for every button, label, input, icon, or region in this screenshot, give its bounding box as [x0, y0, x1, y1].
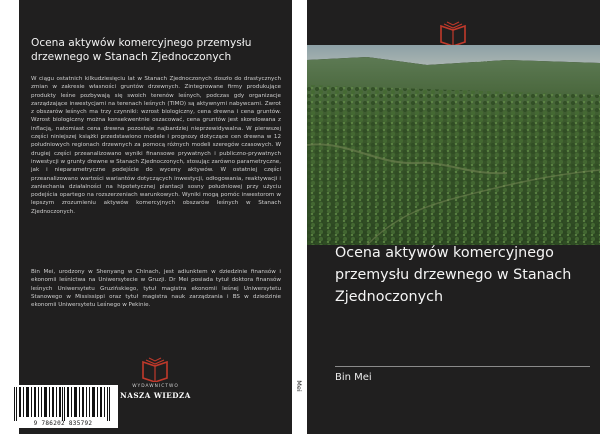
- back-cover: [19, 0, 292, 434]
- barcode-bars: [8, 387, 118, 421]
- publisher-name: NASZA WIEDZA: [120, 391, 191, 400]
- front-cover-author: Bin Mei: [335, 372, 372, 383]
- divider: [335, 366, 590, 367]
- book-icon: [438, 20, 468, 46]
- spine-author-text: Mei: [295, 380, 303, 392]
- front-cover-title: Ocena aktywów komercyjnego przemysłu drzewnego w Stanach Zjednoczonych: [335, 245, 572, 305]
- barcode-number: 9 786202 835792: [33, 420, 93, 427]
- author-bio: Bin Mei, urodzony w Shenyang w Chinach, jest adiunktem w dziedzinie finansów i ekonomii leśnictwa na Uniwersytecie w Gruzji. Dr Mei posiada tytuł doktora finansów leśnych Uniwersytetu Gruzińskiego, tytuł magistra ekonomii leśnej Uniwersytetu Stanowego w Mississippi oraz tytuł magistra nauk zarządzania i BS w dziedzinie ekonomii Uniwersytetu Leśnego w Pekinie.: [31, 269, 281, 309]
- back-cover-blurb: W ciągu ostatnich kilkudziesięciu lat w Stanach Zjednoczonych doszło do drastycznych zmian w zakresie własności gruntów drzewnych. Zintegrowane firmy produkujące produkty leśne pozbywają się swoich terenów leśnych, podczas gdy organizacje zarządzające inwestycjami na terenach leśnych (TIMO) są aktywnymi nabywcami. Zwrot z obszarów leśnych ma trzy czynniki: wzrost biologiczny, cena drewna i cena gruntów. Wzrost biologiczny można konsekwentnie oszacować, cena gruntów jest skorelowana z inflacją, natomiast cena drewna pozostaje najbardziej nieprzewidywalna. W pierwszej części niniejszej książki przedstawiono modele i prognozy dotyczące cen drewna w 12 południowych regionach drzewnych za pomocą różnych modeli szeregów czasowych. W drugiej części przeanalizowano wyniki finansowe prywatnych i publiczno-prywatnych inwestycji w grunty drewne w Stanach Zjednoczonych, stosując zarówno parametryczne, jak i nieparametryczne podejście do wyceny aktywów. W ostatniej części przeanalizowano wartości wariantów dotyczących inwestycji, odłogowania, reaktywacji i zaniechania działalności na hipotetycznej plantacji sosny południowej przy użyciu podejścia opartego na rozszerzeniach warunkowych. Wyniki mogą pomóc inwestorom w lepszym zrozumieniu aktywów komercyjnych obszarów leśnych w Stanach Zjednoczonych.: [31, 76, 281, 215]
- forest-photo: [307, 45, 600, 245]
- back-cover-title: Ocena aktywów komercyjnego przemysłu drzewnego w Stanach Zjednoczonych: [31, 37, 252, 63]
- spine-author: [294, 372, 305, 402]
- publisher-name-small: WYDAWNICTWO: [132, 384, 179, 389]
- book-icon: [140, 356, 170, 382]
- barcode: [8, 385, 118, 428]
- spine: [292, 0, 307, 434]
- front-cover: [307, 0, 600, 434]
